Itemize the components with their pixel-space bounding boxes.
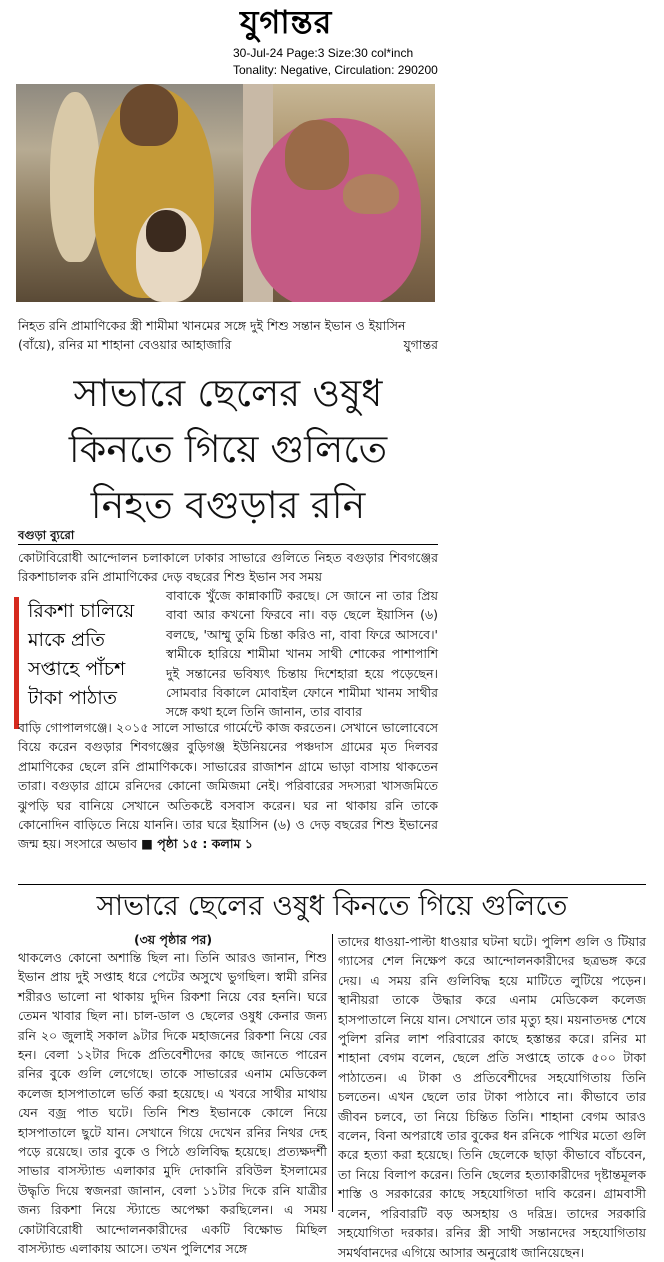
photo-caption [18,316,438,354]
pull-quote: রিকশা চালিয়ে মাকে প্রতি সপ্তাহে পাঁচশ টাকা পাঠাত [14,597,158,729]
story-body-wrap [166,586,438,722]
headline-line: নিহত বগুড়ার রনি [90,483,366,527]
continued-label: (৩য় পৃষ্ঠার পর) [133,932,213,947]
story-paragraph: থাকলেও কোনো অশান্তি ছিল না। তিনি আরও জানান, শিশু ইভান প্রায় দুই সপ্তাহ ধরে পেটের অসুখে ভুগছিল। স্বামী রনির শরীরও ভালো না থাকায় দুদিন রিকশা নিয়ে বের হননি। ঘরে তেমন খাবার ছিল না। চাল-ডাল ও ছেলের ওষুধ কেনার জন্য রনি ২০ জুলাই সকাল ৯টার দিকে মহাজনের রিকশা নিয়ে বের হন। বেলা ১২টার দিকে প্রতিবেশীদের কাছে জানতে পারেন রনির বুকে গুলি লেগেছে। তাকে সাভারের এনাম মেডিকেল কলেজ হাসপাতালে ভর্তি করা হয়েছে। এ খবরে সাথীর মাথায় যেন বজ্র পাত ঘটে। তিনি শিশু ইভানকে কোলে নিয়ে হাসপাতালে ছুটে যান। সেখানে গিয়ে দেখেন রনির নিথর দেহ পড়ে রয়েছে। তার বুকে ও পিঠে গুলিবিদ্ধ হয়েছে। প্রত্যক্ষদর্শী সাভার বাসস্ট্যান্ড এলাকার মুদি দোকানি রবিউল ইসলামের উদ্ধৃতি দিয়ে স্বজনরা জানান, বেলা ১১টার দিকে রনি যাত্রীর জন্য রিকশা নিয়ে স্ট্যান্ডে অপেক্ষা করছিলেন। এ সময় কোটাবিরোধী আন্দোলনকারীদের একটি বিক্ষোভ মিছিল বাসস্ট্যান্ড এলাকায় আসে। তখন পুলিশের সঙ্গে [18,950,327,1257]
headline-line: সাভারে ছেলের ওষুধ [73,371,383,415]
story-paragraph: বাবাকে খুঁজে কান্নাকাটি করছে। সে জানে না তার প্রিয় বাবা আর কখনো ফিরবে না। বড় ছেলে ইয়াসিন (৬) বলছে, 'আম্মু তুমি চিন্তা করিও না, বাবা ফিরে আসবে।' স্বামীকে হারিয়ে শামীমা খানম সাথী শোকের পাশাপাশি দুই সন্তানের ভবিষ্যৎ চিন্তায় দিশেহারা হয়ে পড়েছেন। সোমবার বিকালে মোবাইল ফোনে শামীমা খানম সাথীর সঙ্গে কথা হলে তিনি জানান, তার বাবার [166,588,438,720]
story-paragraph: বাড়ি গোপালগঞ্জে। ২০১৫ সালে সাভারে গার্মেন্টে কাজ করতেন। সেখানে ভালোবেসে বিয়ে করেন বগুড়ার শিবগঞ্জের বুড়িগঞ্জ ইউনিয়নের পঞ্চদাস গ্রামের মৃত দিলবর প্রামাণিকের ছেলে রনি প্রামাণিককে। সাভারের রাজাশন গ্রামে ভাড়া বাসায় থাকতেন তারা। বগুড়ার গ্রামে রনিদের কোনো জমিজমা নেই। পরিবারের সদস্যরা খাসজমিতে ঝুপড়ি ঘর বানিয়ে সেখানে অতিকষ্টে বসবাস করেন। ঘর না থাকায় রনি তাকে কোনোদিন বাড়িতে নিয়ে যাননি। তার ঘরে ইয়াসিন (৬) ও দেড় বছরের শিশু ইভানের জন্ম হয়। সংসারে অভাব [18,720,438,852]
story-headline [18,365,438,533]
continuation-column-right [338,932,646,1262]
masthead [0,0,664,80]
story-body-continued [18,718,438,854]
photo-family [16,84,268,302]
story-paragraph: কোটাবিরোধী আন্দোলন চলাকালে ঢাকার সাভারে গুলিতে নিহত বগুড়ার শিবগঞ্জের রিকশাচালক রনি প্রামাণিকের দেড় বছরের শিশু ইভান সব সময় [18,550,438,585]
photo-mother [243,84,435,302]
column-divider [332,934,333,1212]
photo-credit: যুগান্তর [403,337,438,352]
byline: বগুড়া ব্যুরো [18,528,75,542]
jump-reference: ■ পৃষ্ঠা ১৫ : কলাম ১ [141,836,253,852]
clipping-meta-line1: 30-Jul-24 Page:3 Size:30 col*inch [233,46,414,60]
headline-line: কিনতে গিয়ে গুলিতে [68,427,388,471]
continuation-column-left [18,948,327,1259]
clipping-meta-line2: Tonality: Negative, Circulation: 290200 [233,63,438,77]
photo-caption-text: নিহত রনি প্রামাণিকের স্ত্রী শামীমা খানমের সঙ্গে দুই শিশু সন্তান ইভান ও ইয়াসিন (বাঁয়ে), রনির মা শাহানা বেওয়ার আহাজারি [18,318,406,352]
story-paragraph: তাদের ধাওয়া-পাল্টা ধাওয়ার ঘটনা ঘটে। পুলিশ গুলি ও টিয়ার গ্যাসের শেল নিক্ষেপ করে আন্দোলনকারীদের ছত্রভঙ্গ করে দেয়। এ সময় রনি গুলিবিদ্ধ হয়ে মাটিতে লুটিয়ে পড়েন। স্থানীয়রা তাকে উদ্ধার করে এনাম মেডিকেল কলেজ হাসপাতালে নিয়ে যান। সেখানে তার মৃত্যু হয়। ময়নাতদন্ত শেষে পুলিশ রনির লাশ পরিবারের কাছে হস্তান্তর করে। রনির মা শাহানা বেগম বলেন, ছেলে প্রতি সপ্তাহে তাকে ৫০০ টাকা পাঠাতেন। এ টাকা ও প্রতিবেশীদের সহযোগিতায় তিনি চলতেন। এখন ছেলে তার টাকা পাঠাবে না। কীভাবে তার জীবন চলবে, তা নিয়ে চিন্তিত তিনি। শাহানা বেগম আরও বলেন, বিনা অপরাধে তার বুকের ধন রনিকে পাখির মতো গুলি করে হত্যা করা হয়েছে। তিনি ছেলেকে ছাড়া কীভাবে বাঁচবেন, তা নিয়ে বিলাপ করেন। তিনি ছেলের হত্যাকারীদের দৃষ্টান্তমূলক শাস্তি ও সরকারের কাছে সহযোগিতা দাবি করেন। গ্রামবাসী বলেন, পরিবারটি বড় অসহায় ও দরিদ্র। তাদের সরকারি সহযোগিতা দরকার। রনির স্ত্রী সাথী সন্তানদের সহযোগিতায় সমর্থবানদের এগিয়ে আসার অনুরোধ জানিয়েছেন। [338,934,646,1260]
newspaper-logo: যুগান্তর [240,3,333,41]
byline-rule [18,544,438,545]
continuation-headline: সাভারে ছেলের ওষুধ কিনতে গিয়ে গুলিতে [96,889,568,922]
story-body-intro [18,548,438,587]
